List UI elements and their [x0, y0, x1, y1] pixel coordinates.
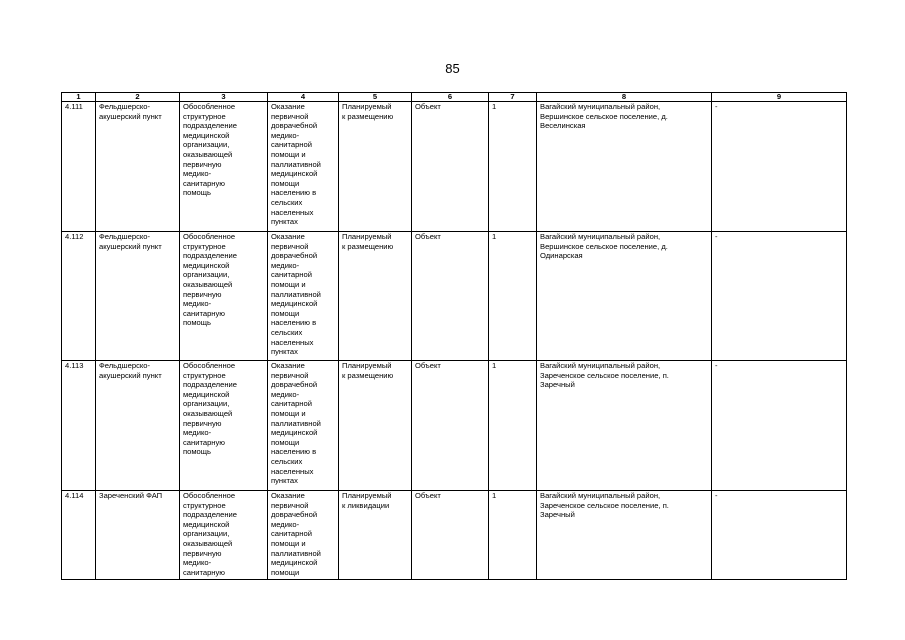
- column-header: 7: [489, 93, 537, 102]
- column-header: 6: [412, 93, 489, 102]
- object-name-cell: Фельдшерско- акушерский пункт: [96, 232, 180, 361]
- table-header-row: [62, 93, 847, 102]
- column-header: 5: [339, 93, 412, 102]
- location-cell: Вагайский муниципальный район, Вершинское сельское поселение, д. Одинарская: [537, 232, 712, 361]
- kind-cell: Объект: [412, 361, 489, 491]
- column-header: 9: [712, 93, 847, 102]
- objects-table: [61, 92, 847, 580]
- status-cell: Планируемый к ликвидации: [339, 491, 412, 580]
- kind-cell: Объект: [412, 102, 489, 232]
- column-header: 2: [96, 93, 180, 102]
- location-cell: Вагайский муниципальный район, Зареченское сельское поселение, п. Заречный: [537, 361, 712, 491]
- purpose-cell: Оказание первичной доврачебной медико- санитарной помощи и паллиативной медицинской помощи: [268, 491, 339, 580]
- column-header: 3: [180, 93, 268, 102]
- note-cell: -: [712, 232, 847, 361]
- column-header: 8: [537, 93, 712, 102]
- object-type-cell: Обособленное структурное подразделение медицинской организации, оказывающей первичную медико- санитарную помощь: [180, 102, 268, 232]
- column-header: 4: [268, 93, 339, 102]
- location-cell: Вагайский муниципальный район, Вершинское сельское поселение, д. Веселинская: [537, 102, 712, 232]
- purpose-cell: Оказание первичной доврачебной медико- санитарной помощи и паллиативной медицинской помощи населению в сельских населенных пунктах: [268, 361, 339, 491]
- row-number-cell: 4.113: [62, 361, 96, 491]
- kind-cell: Объект: [412, 491, 489, 580]
- column-header: 1: [62, 93, 96, 102]
- location-cell: Вагайский муниципальный район, Зареченское сельское поселение, п. Заречный: [537, 491, 712, 580]
- note-cell: -: [712, 361, 847, 491]
- count-cell: 1: [489, 491, 537, 580]
- note-cell: -: [712, 491, 847, 580]
- table-row: [62, 491, 847, 580]
- object-name-cell: Зареченский ФАП: [96, 491, 180, 580]
- row-number-cell: 4.112: [62, 232, 96, 361]
- note-cell: -: [712, 102, 847, 232]
- status-cell: Планируемый к размещению: [339, 232, 412, 361]
- purpose-cell: Оказание первичной доврачебной медико- санитарной помощи и паллиативной медицинской помощи населению в сельских населенных пунктах: [268, 232, 339, 361]
- status-cell: Планируемый к размещению: [339, 361, 412, 491]
- row-number-cell: 4.114: [62, 491, 96, 580]
- row-number-cell: 4.111: [62, 102, 96, 232]
- object-name-cell: Фельдшерско- акушерский пункт: [96, 361, 180, 491]
- count-cell: 1: [489, 361, 537, 491]
- object-type-cell: Обособленное структурное подразделение медицинской организации, оказывающей первичную медико- санитарную: [180, 491, 268, 580]
- count-cell: 1: [489, 102, 537, 232]
- purpose-cell: Оказание первичной доврачебной медико- санитарной помощи и паллиативной медицинской помощи населению в сельских населенных пунктах: [268, 102, 339, 232]
- object-name-cell: Фельдшерско- акушерский пункт: [96, 102, 180, 232]
- table-row: [62, 102, 847, 232]
- kind-cell: Объект: [412, 232, 489, 361]
- object-type-cell: Обособленное структурное подразделение медицинской организации, оказывающей первичную медико- санитарную помощь: [180, 361, 268, 491]
- page-number: 85: [445, 61, 460, 76]
- table-row: [62, 361, 847, 491]
- count-cell: 1: [489, 232, 537, 361]
- table-row: [62, 232, 847, 361]
- object-type-cell: Обособленное структурное подразделение медицинской организации, оказывающей первичную медико- санитарную помощь: [180, 232, 268, 361]
- status-cell: Планируемый к размещению: [339, 102, 412, 232]
